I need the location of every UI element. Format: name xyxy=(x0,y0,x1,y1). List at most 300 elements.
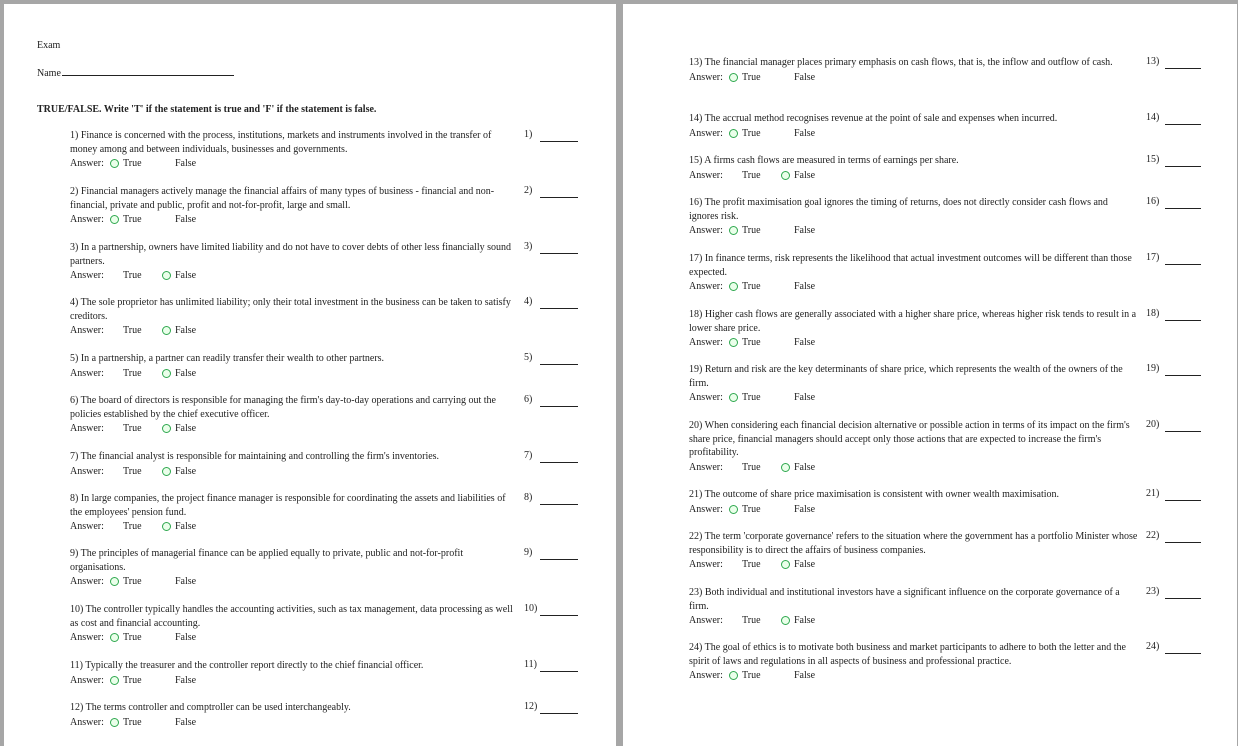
answer-option-label: False xyxy=(794,337,816,349)
answer-option-false xyxy=(781,71,815,85)
correct-answer-dot-icon xyxy=(781,171,790,180)
answer-option-label: False xyxy=(794,281,816,293)
answer-option-label: False xyxy=(175,270,197,282)
question-text xyxy=(70,296,516,323)
question-item xyxy=(689,112,1139,141)
answer-blank-line xyxy=(540,406,578,407)
answer-blank-line xyxy=(1165,653,1201,654)
question-number: 5) xyxy=(70,353,79,364)
answer-blank-number: 16) xyxy=(1146,196,1160,207)
question-text xyxy=(70,394,516,421)
answer-blank-line xyxy=(540,713,578,714)
question-body: The financial manager places primary emphasis on cash flows, that is, the inflow and outflow of cash. xyxy=(704,57,1113,68)
answer-label: Answer: xyxy=(70,576,104,588)
question-body: Financial managers actively manage the financial affairs of many types of business - financial and non-financial, private and public, profit and not-for-profit, large and small. xyxy=(70,186,495,211)
question-item xyxy=(689,530,1139,572)
answer-option-false xyxy=(162,520,196,534)
question-item xyxy=(70,492,516,534)
answer-blank-number: 17) xyxy=(1146,252,1160,263)
answer-row xyxy=(70,269,516,283)
correct-answer-dot-icon xyxy=(729,226,738,235)
answer-option-label: True xyxy=(123,158,142,170)
correct-answer-dot-icon xyxy=(729,505,738,514)
correct-answer-dot-icon xyxy=(110,676,119,685)
question-body: The goal of ethics is to motivate both business and market participants to adhere to both the letter and the spirit of laws and regulations in all aspects of business and professional practice. xyxy=(689,642,1126,667)
question-number: 10) xyxy=(70,604,84,615)
name-blank-line xyxy=(62,66,234,76)
answer-option-label: True xyxy=(123,423,142,435)
answer-option-label: True xyxy=(742,169,761,181)
answer-blank-line xyxy=(1165,124,1201,125)
answer-blank-line xyxy=(1165,320,1201,321)
correct-answer-dot-icon xyxy=(781,463,790,472)
answer-option-label: False xyxy=(794,392,816,404)
answer-row xyxy=(70,520,516,534)
answer-option-true xyxy=(729,169,781,183)
answer-blank-number: 3) xyxy=(524,241,533,252)
answer-option-true xyxy=(729,391,781,405)
name-field xyxy=(37,66,234,79)
question-number: 14) xyxy=(689,113,703,124)
answer-label: Answer: xyxy=(70,521,104,533)
answer-option-label: False xyxy=(794,225,816,237)
answer-option-true xyxy=(729,224,781,238)
question-item xyxy=(689,419,1139,475)
question-item xyxy=(70,603,516,645)
answer-label: Answer: xyxy=(689,503,723,515)
name-label: Name xyxy=(37,68,61,79)
question-text xyxy=(689,154,1139,168)
answer-option-label: False xyxy=(175,576,197,588)
answer-row xyxy=(70,575,516,589)
answer-blank-line xyxy=(1165,208,1201,209)
answer-option-false xyxy=(781,503,815,517)
question-text xyxy=(689,112,1139,126)
answer-label: Answer: xyxy=(689,559,723,571)
question-text xyxy=(689,308,1139,335)
answer-row xyxy=(689,503,1139,517)
answer-option-true xyxy=(110,213,162,227)
question-number: 3) xyxy=(70,242,79,253)
answer-option-true xyxy=(729,461,781,475)
answer-label: Answer: xyxy=(70,325,104,337)
question-number: 16) xyxy=(689,197,703,208)
answer-option-true xyxy=(110,422,162,436)
question-number: 20) xyxy=(689,420,703,431)
answer-option-true xyxy=(110,674,162,688)
answer-blank-line xyxy=(540,364,578,365)
answer-option-label: True xyxy=(742,281,761,293)
question-item xyxy=(70,394,516,436)
correct-answer-dot-icon xyxy=(110,633,119,642)
answer-option-label: False xyxy=(175,214,197,226)
question-text xyxy=(689,530,1139,557)
question-number: 21) xyxy=(689,489,703,500)
question-text xyxy=(689,419,1139,460)
question-body: The outcome of share price maximisation is consistent with owner wealth maximisation. xyxy=(704,489,1060,500)
page-1 xyxy=(4,4,616,746)
question-body: The profit maximisation goal ignores the timing of returns, does not directly consider cash flows and ignores risk. xyxy=(689,197,1108,222)
question-body: The principles of managerial finance can be applied equally to private, public and not-for-profit organisations. xyxy=(70,548,464,573)
answer-option-label: True xyxy=(123,674,142,686)
answer-option-label: False xyxy=(175,325,197,337)
answer-blank-number: 22) xyxy=(1146,530,1160,541)
answer-label: Answer: xyxy=(689,225,723,237)
question-number: 24) xyxy=(689,642,703,653)
answer-label: Answer: xyxy=(70,716,104,728)
answer-option-label: True xyxy=(742,127,761,139)
question-body: The term 'corporate governance' refers to the situation where the government has a portfolio Minister whose responsibility is to direct the affairs of business companies. xyxy=(689,531,1138,556)
answer-option-true xyxy=(729,669,781,683)
answer-blank-line xyxy=(540,253,578,254)
answer-option-false xyxy=(162,157,196,171)
answer-option-false xyxy=(162,213,196,227)
question-item xyxy=(689,308,1139,350)
answer-option-label: False xyxy=(794,503,816,515)
question-text xyxy=(70,659,516,673)
answer-blank-line xyxy=(1165,264,1201,265)
correct-answer-dot-icon xyxy=(729,671,738,680)
answer-row xyxy=(689,336,1139,350)
correct-answer-dot-icon xyxy=(729,338,738,347)
correct-answer-dot-icon xyxy=(781,560,790,569)
question-body: When considering each financial decision alternative or possible action in terms of its impact on the firm's share price, financial managers should accept only those actions that are expected to increase the firm's profitability. xyxy=(689,420,1130,458)
answer-option-true xyxy=(110,324,162,338)
answer-blank-line xyxy=(1165,598,1201,599)
answer-row xyxy=(70,716,516,730)
answer-option-true xyxy=(110,157,162,171)
answer-label: Answer: xyxy=(689,670,723,682)
question-number: 19) xyxy=(689,364,703,375)
answer-option-false xyxy=(781,127,815,141)
answer-blank-number: 8) xyxy=(524,492,533,503)
answer-row xyxy=(689,461,1139,475)
answer-blank-number: 18) xyxy=(1146,308,1160,319)
question-text xyxy=(689,56,1139,70)
exam-label: Exam xyxy=(37,40,61,51)
answer-row xyxy=(70,631,516,645)
answer-option-false xyxy=(162,269,196,283)
question-text xyxy=(70,185,516,212)
answer-row xyxy=(689,669,1139,683)
question-number: 13) xyxy=(689,57,703,68)
answer-label: Answer: xyxy=(70,367,104,379)
answer-option-label: True xyxy=(123,632,142,644)
answer-option-false xyxy=(162,422,196,436)
answer-label: Answer: xyxy=(689,169,723,181)
answer-blank-number: 4) xyxy=(524,296,533,307)
answer-option-label: True xyxy=(742,71,761,83)
answer-option-label: True xyxy=(123,325,142,337)
answer-option-true xyxy=(110,520,162,534)
answer-option-label: True xyxy=(742,392,761,404)
answer-label: Answer: xyxy=(70,465,104,477)
answer-option-true xyxy=(729,280,781,294)
question-item xyxy=(70,450,516,479)
question-text xyxy=(70,129,516,156)
question-item xyxy=(70,352,516,381)
answer-blank-line xyxy=(540,197,578,198)
correct-answer-dot-icon xyxy=(729,282,738,291)
question-text xyxy=(689,196,1139,223)
answer-row xyxy=(689,280,1139,294)
answer-option-true xyxy=(729,558,781,572)
correct-answer-dot-icon xyxy=(729,393,738,402)
answer-row xyxy=(689,224,1139,238)
answer-option-false xyxy=(781,224,815,238)
question-number: 4) xyxy=(70,297,79,308)
question-item xyxy=(689,196,1139,238)
answer-option-false xyxy=(162,631,196,645)
question-number: 22) xyxy=(689,531,703,542)
answer-option-false xyxy=(781,461,815,475)
question-number: 15) xyxy=(689,155,703,166)
question-text xyxy=(70,603,516,630)
answer-blank-number: 13) xyxy=(1146,56,1160,67)
question-body: Finance is concerned with the process, institutions, markets and instruments involved in the transfer of money among and between individuals, businesses and governments. xyxy=(70,130,492,155)
question-text xyxy=(70,701,516,715)
answer-option-false xyxy=(162,367,196,381)
answer-option-label: True xyxy=(742,503,761,515)
answer-row xyxy=(689,127,1139,141)
answer-blank-line xyxy=(540,504,578,505)
question-number: 11) xyxy=(70,660,83,671)
answer-option-label: False xyxy=(794,559,816,571)
answer-option-false xyxy=(781,669,815,683)
answer-option-false xyxy=(162,716,196,730)
question-text xyxy=(70,450,516,464)
answer-blank-number: 6) xyxy=(524,394,533,405)
answer-label: Answer: xyxy=(70,632,104,644)
answer-blank-number: 24) xyxy=(1146,641,1160,652)
answer-label: Answer: xyxy=(70,674,104,686)
answer-row xyxy=(70,213,516,227)
answer-blank-line xyxy=(540,671,578,672)
answer-option-label: True xyxy=(742,461,761,473)
question-body: The controller typically handles the accounting activities, such as tax management, data processing as well as cost and financial accounting. xyxy=(70,604,513,629)
answer-option-false xyxy=(781,336,815,350)
answer-row xyxy=(689,614,1139,628)
answer-row xyxy=(70,422,516,436)
question-item xyxy=(689,56,1139,85)
answer-option-false xyxy=(162,465,196,479)
question-body: Higher cash flows are generally associated with a higher share price, whereas higher risk tends to result in a lower share price. xyxy=(689,309,1137,334)
answer-option-true xyxy=(110,575,162,589)
answer-option-true xyxy=(729,127,781,141)
answer-option-false xyxy=(781,558,815,572)
answer-option-label: True xyxy=(742,670,761,682)
answer-blank-line xyxy=(540,615,578,616)
question-text xyxy=(70,241,516,268)
answer-option-label: True xyxy=(123,214,142,226)
question-item xyxy=(70,185,516,227)
section-title: TRUE/FALSE. Write 'T' if the statement is true and 'F' if the statement is false. xyxy=(37,104,377,115)
answer-blank-number: 10) xyxy=(524,603,538,614)
answer-option-label: True xyxy=(123,576,142,588)
correct-answer-dot-icon xyxy=(162,467,171,476)
answer-option-true xyxy=(110,269,162,283)
answer-option-true xyxy=(729,71,781,85)
answer-option-label: True xyxy=(123,465,142,477)
answer-row xyxy=(70,367,516,381)
answer-blank-number: 2) xyxy=(524,185,533,196)
answer-option-label: True xyxy=(123,367,142,379)
question-body: Typically the treasurer and the controller report directly to the chief financial officer. xyxy=(85,660,424,671)
question-text xyxy=(689,488,1139,502)
question-body: Return and risk are the key determinants of share price, which represents the wealth of the owners of the firm. xyxy=(689,364,1123,389)
question-text xyxy=(689,586,1139,613)
question-item xyxy=(70,659,516,688)
answer-option-false xyxy=(781,169,815,183)
correct-answer-dot-icon xyxy=(110,215,119,224)
question-text xyxy=(70,352,516,366)
question-item xyxy=(689,154,1139,183)
answer-blank-number: 12) xyxy=(524,701,538,712)
answer-label: Answer: xyxy=(70,214,104,226)
answer-blank-number: 15) xyxy=(1146,154,1160,165)
answer-label: Answer: xyxy=(689,461,723,473)
question-item xyxy=(70,547,516,589)
question-item xyxy=(689,363,1139,405)
question-body: In finance terms, risk represents the likelihood that actual investment outcomes will be different than those expected. xyxy=(689,253,1132,278)
correct-answer-dot-icon xyxy=(729,73,738,82)
question-number: 17) xyxy=(689,253,703,264)
question-text xyxy=(70,492,516,519)
correct-answer-dot-icon xyxy=(110,159,119,168)
answer-label: Answer: xyxy=(70,158,104,170)
answer-blank-number: 21) xyxy=(1146,488,1160,499)
correct-answer-dot-icon xyxy=(781,616,790,625)
question-number: 2) xyxy=(70,186,79,197)
answer-label: Answer: xyxy=(689,615,723,627)
correct-answer-dot-icon xyxy=(110,718,119,727)
question-body: The financial analyst is responsible for maintaining and controlling the firm's inventories. xyxy=(80,451,440,462)
question-number: 7) xyxy=(70,451,79,462)
answer-blank-number: 20) xyxy=(1146,419,1160,430)
answer-option-true xyxy=(110,716,162,730)
answer-label: Answer: xyxy=(689,127,723,139)
question-text xyxy=(70,547,516,574)
answer-option-false xyxy=(781,391,815,405)
answer-option-true xyxy=(110,631,162,645)
answer-option-label: False xyxy=(175,674,197,686)
answer-option-label: False xyxy=(175,632,197,644)
question-body: Both individual and institutional investors have a significant influence on the corporate governance of a firm. xyxy=(689,587,1120,612)
question-body: The sole proprietor has unlimited liability; only their total investment in the business can be taken to satisfy creditors. xyxy=(70,297,511,322)
answer-option-true xyxy=(110,367,162,381)
answer-label: Answer: xyxy=(689,281,723,293)
question-body: In large companies, the project finance manager is responsible for coordinating the assets and liabilities of the employees' pension fund. xyxy=(70,493,506,518)
answer-option-label: True xyxy=(742,615,761,627)
correct-answer-dot-icon xyxy=(162,271,171,280)
question-body: In a partnership, owners have limited liability and do not have to cover debts of other less financially sound partners. xyxy=(70,242,512,267)
answer-blank-line xyxy=(540,141,578,142)
question-text xyxy=(689,363,1139,390)
question-item xyxy=(70,129,516,171)
answer-option-label: True xyxy=(742,337,761,349)
question-item xyxy=(70,701,516,730)
answer-option-false xyxy=(781,280,815,294)
answer-option-true xyxy=(110,465,162,479)
question-number: 8) xyxy=(70,493,79,504)
answer-blank-line xyxy=(1165,166,1201,167)
answer-option-label: True xyxy=(742,225,761,237)
correct-answer-dot-icon xyxy=(729,129,738,138)
correct-answer-dot-icon xyxy=(162,326,171,335)
answer-row xyxy=(70,465,516,479)
answer-option-label: False xyxy=(175,521,197,533)
question-text xyxy=(689,641,1139,668)
answer-option-label: False xyxy=(794,461,816,473)
answer-blank-line xyxy=(1165,542,1201,543)
answer-row xyxy=(70,674,516,688)
question-number: 6) xyxy=(70,395,79,406)
page-2 xyxy=(623,4,1237,746)
answer-option-label: True xyxy=(123,716,142,728)
correct-answer-dot-icon xyxy=(162,522,171,531)
question-text xyxy=(689,252,1139,279)
question-body: A firms cash flows are measured in terms of earnings per share. xyxy=(704,155,959,166)
question-item xyxy=(70,296,516,338)
correct-answer-dot-icon xyxy=(110,577,119,586)
answer-blank-line xyxy=(540,559,578,560)
answer-blank-number: 19) xyxy=(1146,363,1160,374)
question-body: The accrual method recognises revenue at the point of sale and expenses when incurred. xyxy=(704,113,1058,124)
answer-label: Answer: xyxy=(70,423,104,435)
question-item xyxy=(689,641,1139,683)
answer-row xyxy=(689,169,1139,183)
answer-blank-line xyxy=(540,462,578,463)
answer-option-label: False xyxy=(794,127,816,139)
answer-row xyxy=(70,324,516,338)
answer-option-true xyxy=(729,336,781,350)
answer-row xyxy=(689,71,1139,85)
answer-blank-number: 7) xyxy=(524,450,533,461)
answer-blank-line xyxy=(1165,68,1201,69)
question-body: In a partnership, a partner can readily transfer their wealth to other partners. xyxy=(80,353,385,364)
answer-label: Answer: xyxy=(689,337,723,349)
answer-option-label: False xyxy=(175,367,197,379)
answer-blank-number: 1) xyxy=(524,129,533,140)
answer-option-label: True xyxy=(123,521,142,533)
answer-blank-line xyxy=(540,308,578,309)
answer-blank-number: 11) xyxy=(524,659,537,670)
answer-option-label: False xyxy=(794,169,816,181)
answer-option-label: False xyxy=(794,615,816,627)
answer-option-true xyxy=(729,503,781,517)
answer-option-label: False xyxy=(175,423,197,435)
answer-label: Answer: xyxy=(689,392,723,404)
answer-label: Answer: xyxy=(689,71,723,83)
answer-row xyxy=(689,558,1139,572)
answer-blank-line xyxy=(1165,500,1201,501)
answer-row xyxy=(689,391,1139,405)
question-number: 12) xyxy=(70,702,84,713)
question-number: 9) xyxy=(70,548,79,559)
answer-option-false xyxy=(162,575,196,589)
answer-option-label: True xyxy=(742,559,761,571)
answer-row xyxy=(70,157,516,171)
correct-answer-dot-icon xyxy=(162,369,171,378)
answer-option-label: False xyxy=(794,71,816,83)
answer-label: Answer: xyxy=(70,270,104,282)
question-body: The board of directors is responsible for managing the firm's day-to-day operations and carrying out the policies established by the chief executive officer. xyxy=(70,395,496,420)
answer-blank-number: 9) xyxy=(524,547,533,558)
question-item xyxy=(689,586,1139,628)
question-number: 1) xyxy=(70,130,79,141)
answer-option-false xyxy=(162,324,196,338)
answer-option-true xyxy=(729,614,781,628)
